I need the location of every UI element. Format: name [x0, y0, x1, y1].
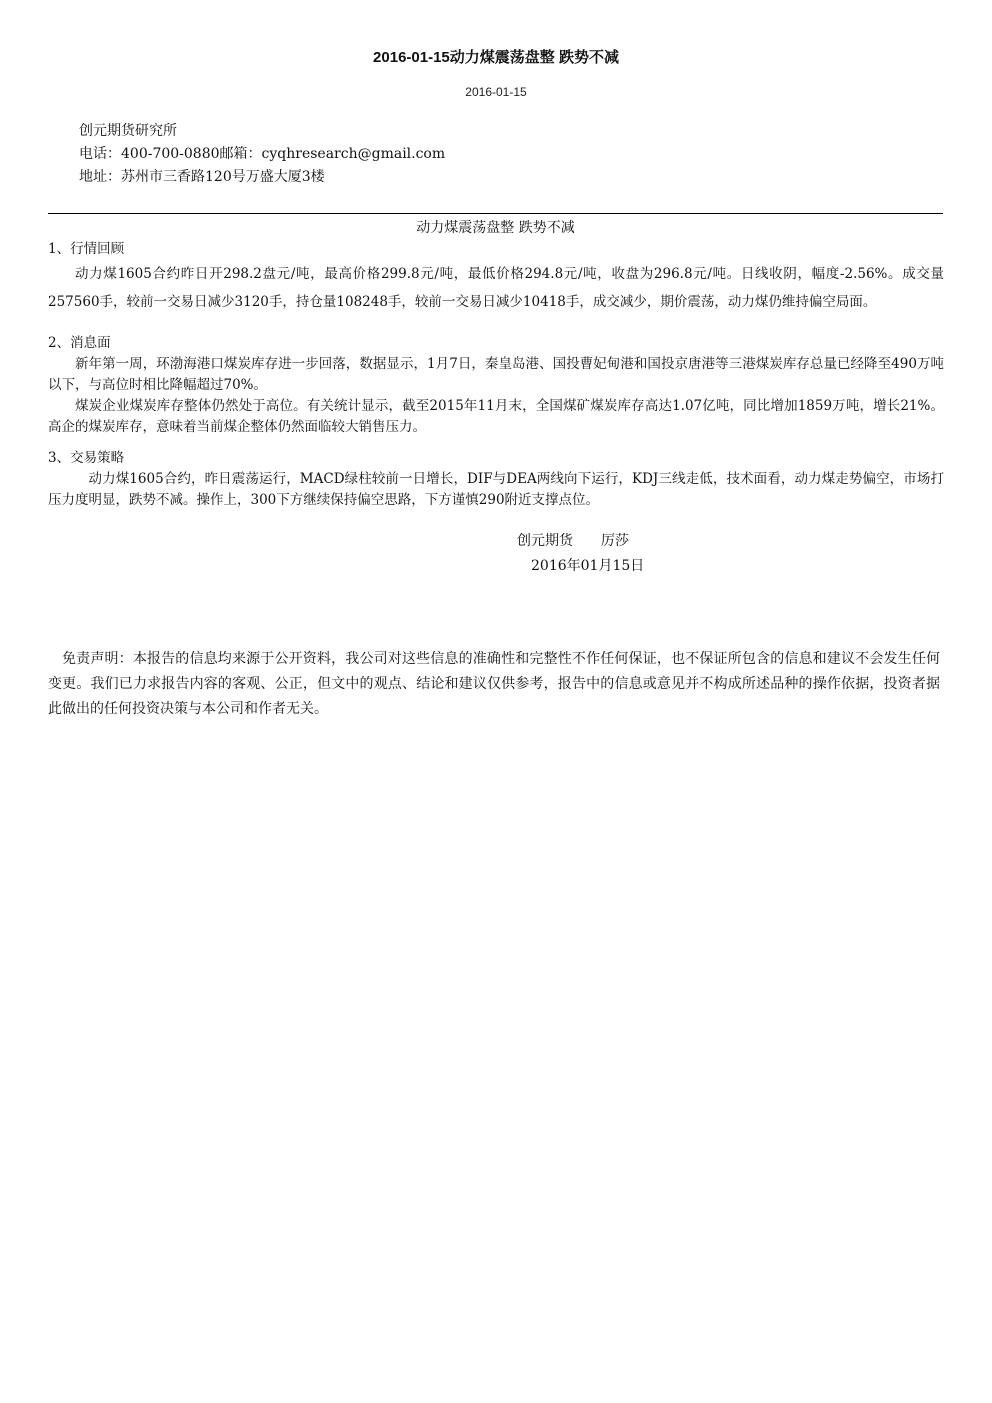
signature-author: 创元期货 厉莎	[517, 533, 629, 549]
contact-info	[79, 120, 445, 189]
address: 地址：苏州市三香路120号万盛大厦3楼	[79, 169, 325, 185]
signature-date: 2016年01月15日	[531, 558, 645, 574]
section-news	[48, 333, 944, 438]
report-subtitle: 动力煤震荡盘整 跌势不减	[416, 220, 575, 236]
report-date: 2016-01-15	[465, 85, 527, 99]
section-market-review	[48, 239, 944, 316]
section-paragraph: 新年第一周，环渤海港口煤炭库存进一步回落，数据显示，1月7日，秦皇岛港、国投曹妃甸港和国投京唐港等三港煤炭库存总量已经降至490万吨以下，与高位时相比降幅超过70%。	[48, 356, 944, 393]
report-title: 2016-01-15动力煤震荡盘整 跌势不减	[373, 49, 619, 66]
section-heading: 3、交易策略	[48, 450, 125, 466]
divider-line	[48, 213, 943, 214]
section-strategy	[48, 448, 944, 511]
section-heading: 2、消息面	[48, 335, 111, 351]
institute-name: 创元期货研究所	[79, 123, 177, 139]
section-paragraph: 动力煤1605合约昨日开298.2盘元/吨，最高价格299.8元/吨，最低价格294.8元/吨，收盘为296.8元/吨。日线收阴，幅度-2.56%。成交量257560手，较前一交易日减少3120手，持仓量108248手，较前一交易日减少10418手，成交减少，期价震荡，动力煤仍维持偏空局面。	[48, 266, 944, 310]
phone-email: 电话：400-700-0880邮箱：cyqhresearch@gmail.com	[79, 146, 446, 162]
section-heading: 1、行情回顾	[48, 241, 125, 257]
section-paragraph: 动力煤1605合约，昨日震荡运行，MACD绿柱较前一日增长，DIF与DEA两线向下运行，KDJ三线走低，技术面看，动力煤走势偏空，市场打压力度明显，跌势不减。操作上，300下方继续保持偏空思路，下方谨慎290附近支撑点位。	[48, 471, 944, 508]
section-paragraph: 煤炭企业煤炭库存整体仍然处于高位。有关统计显示，截至2015年11月末，全国煤矿煤炭库存高达1.07亿吨，同比增加1859万吨，增长21%。高企的煤炭库存，意味着当前煤企整体仍然面临较大销售压力。	[48, 398, 944, 435]
disclaimer: 免责声明：本报告的信息均来源于公开资料，我公司对这些信息的准确性和完整性不作任何保证，也不保证所包含的信息和建议不会发生任何变更。我们已力求报告内容的客观、公正，但文中的观点、结论和建议仅供参考，报告中的信息或意见并不构成所述品种的操作依据，投资者据此做出的任何投资决策与本公司和作者无关。	[48, 651, 940, 717]
